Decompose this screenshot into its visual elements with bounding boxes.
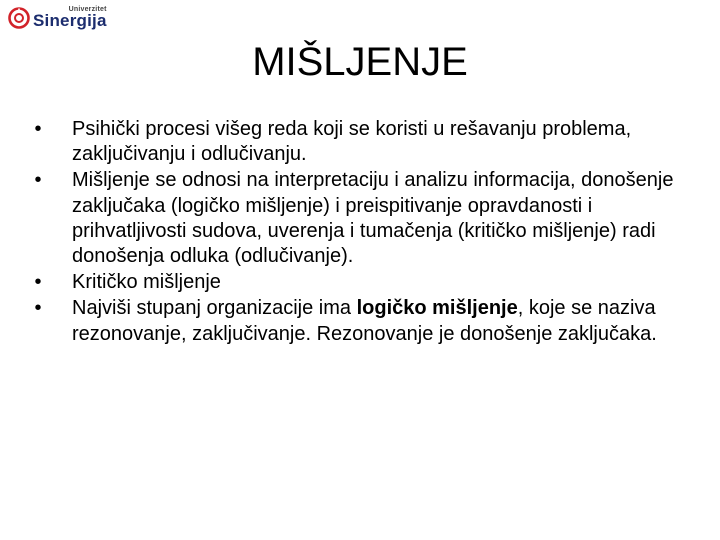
slide-title-text: MIŠLJENJE [252,40,468,84]
bullet-dot: • [34,271,42,294]
bullet-text: Psihički procesi višeg reda koji se koristi u rešavanju problema, zaključivanju i odlučivanju. [72,118,632,166]
bullet-text-emphasis: logičko mišljenje [356,297,518,320]
bullet-text: Kritičko mišljenje [72,271,221,294]
sinergija-emblem-icon [8,7,30,29]
logo-wordmark [33,6,107,29]
slide-title [0,40,720,85]
bullet-item [28,117,688,167]
bullet-text: Mišljenje se odnosi na interpretaciju i analizu informacija, donošenje zaključaka (logičko mišljenje) i preispitivanje opravdanosti i prihvatljivosti sudova, uverenja i tumačenja (kritičko mišljenje) radi donošenja odluka (odlučivanje). [72,169,674,268]
bullet-text-lead: Najviši stupanj organizacije ima [72,297,357,320]
logo-small-text: Univerzitet [68,6,107,13]
university-logo [8,6,107,29]
bullet-text-rest: , koje se naziva rezonovanje, zaključivanje. Rezonovanje je donošenje zaključaka. [72,297,657,345]
bullet-dot: • [34,297,42,320]
bullet-item [28,168,688,269]
bullet-dot: • [34,118,42,140]
bullet-dot: • [34,169,42,192]
bullet-list [28,117,688,348]
bullet-item [28,296,688,346]
logo-main-text: Sinergija [33,11,107,30]
bullet-item [28,270,688,295]
